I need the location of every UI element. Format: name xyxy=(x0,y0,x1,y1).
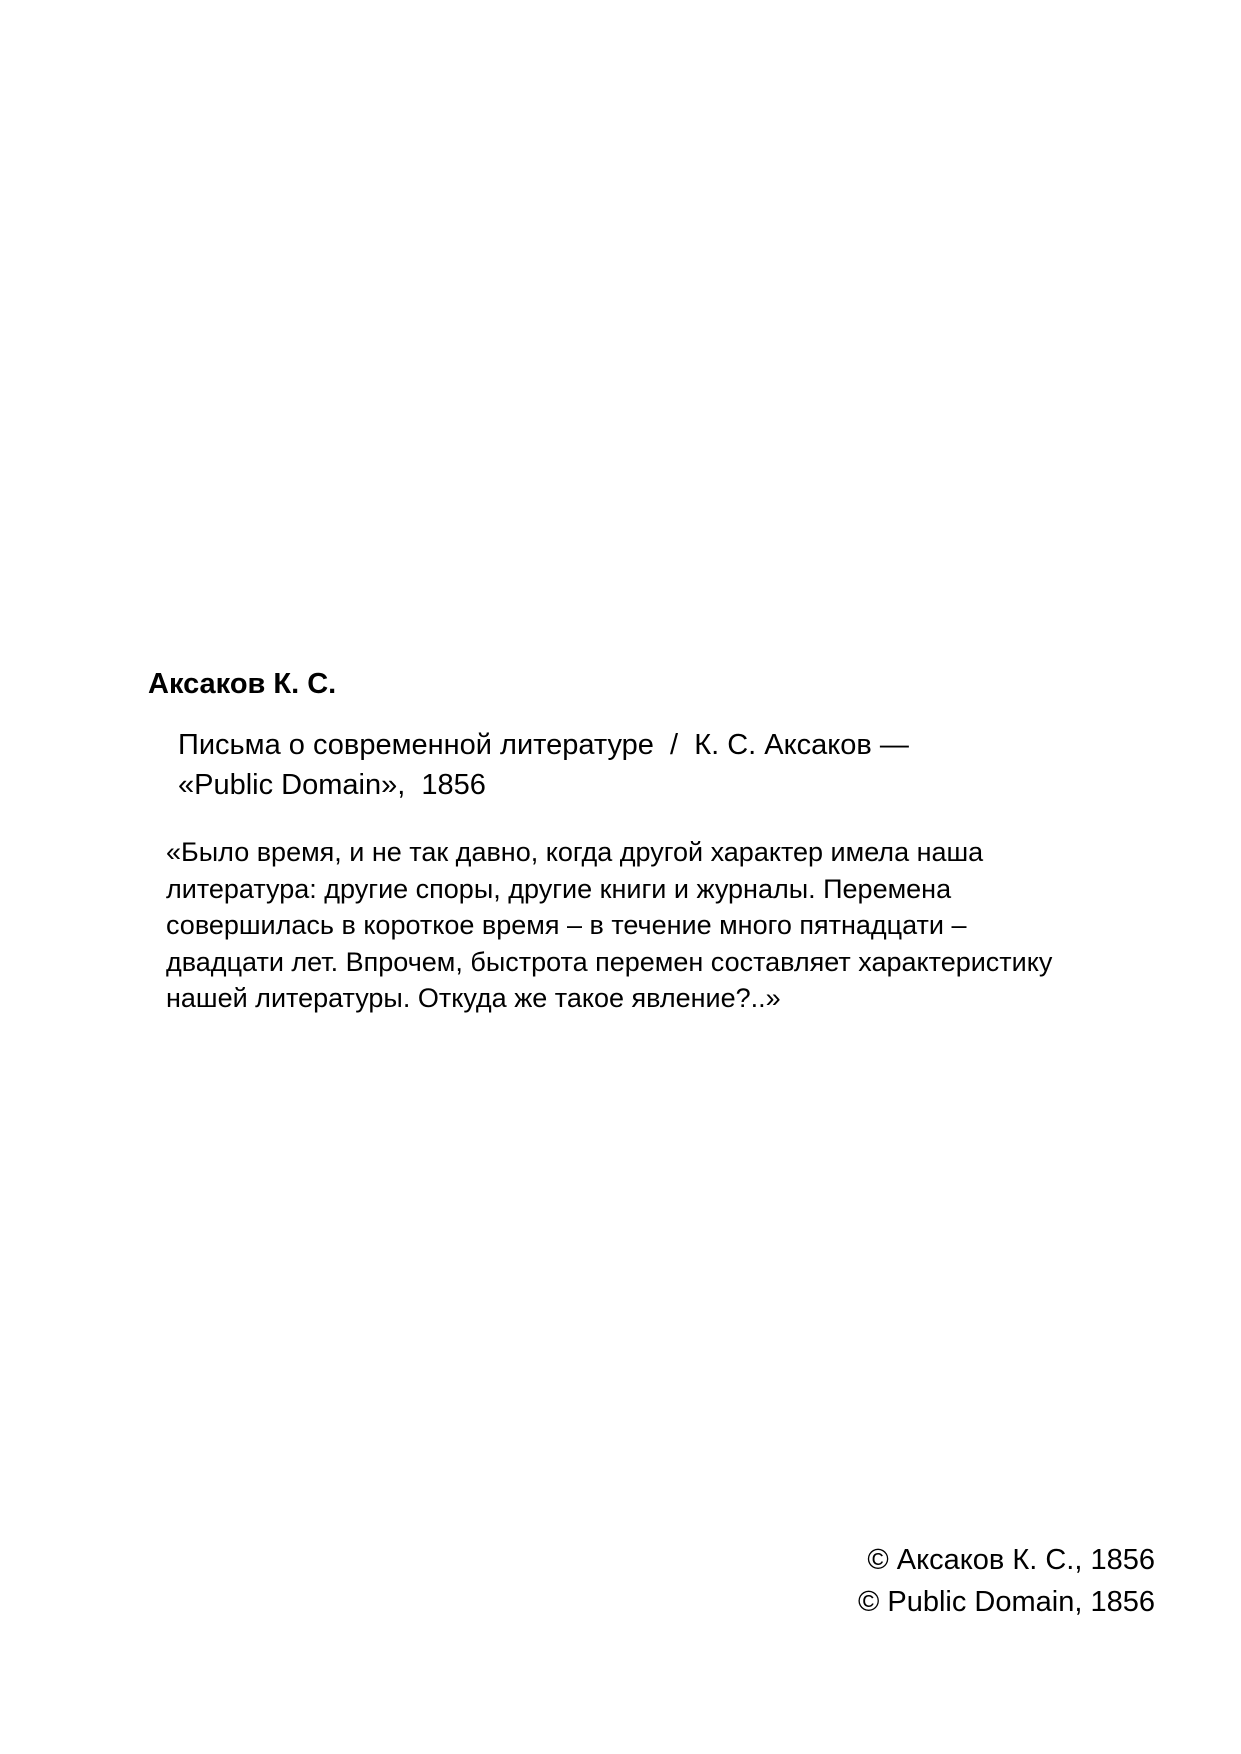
author-heading: Аксаков К. С. xyxy=(148,668,337,700)
annotation-line: «Было время, и не так давно, когда другой характер имела наша xyxy=(166,837,984,867)
copyright-author: © Аксаков К. С., 1856 xyxy=(867,1544,1155,1576)
bib-title-line: Письма о современной литературе / К. С. Аксаков — xyxy=(178,729,909,761)
bib-publisher-line: «Public Domain», 1856 xyxy=(178,769,486,801)
annotation-line: литература: другие споры, другие книги и журналы. Перемена xyxy=(166,873,952,904)
annotation-line: совершилась в короткое время – в течение много пятнадцати – xyxy=(166,910,967,940)
bibliographic-entry xyxy=(178,725,1138,805)
annotation-line: нашей литературы. Откуда же такое явление?..» xyxy=(166,983,781,1013)
annotation-paragraph xyxy=(166,834,1166,1017)
copyright-block xyxy=(858,1539,1155,1623)
copyright-publisher: © Public Domain, 1856 xyxy=(857,1586,1155,1618)
annotation-line: двадцати лет. Впрочем, быстрота перемен составляет характеристику xyxy=(166,946,1053,977)
